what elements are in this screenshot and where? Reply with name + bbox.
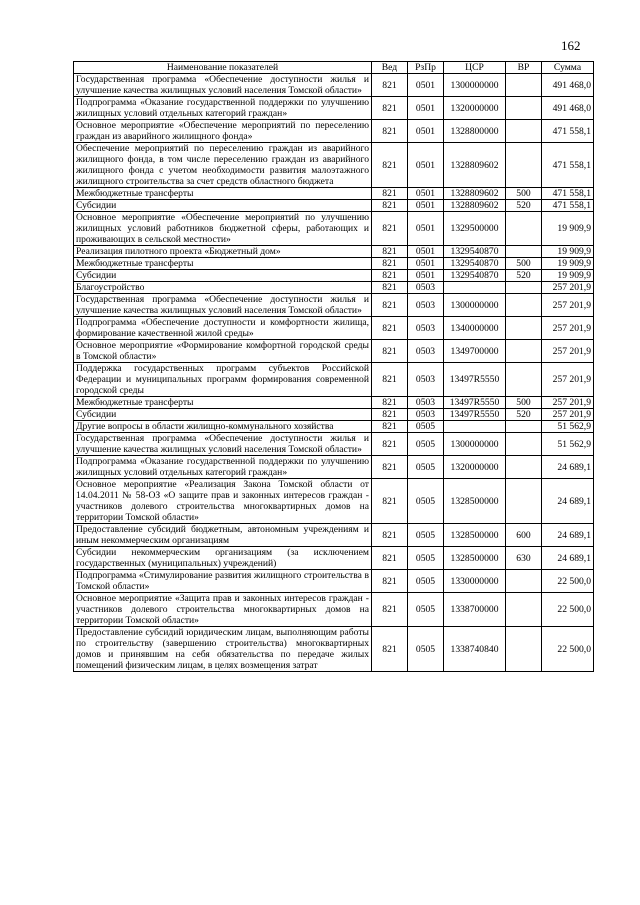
table-header [74,62,594,74]
header-csr: ЦСР [444,62,506,74]
cell-name: Благоустройство [74,282,372,294]
cell-vr [506,74,542,97]
cell-csr [444,282,506,294]
cell-ved: 821 [372,363,408,397]
cell-vr [506,421,542,433]
cell-sum: 24 689,1 [542,479,594,524]
cell-name: Подпрограмма «Обеспечение доступности и комфортности жилища, формирование качественной жилой среды» [74,317,372,340]
cell-sum: 19 909,9 [542,212,594,246]
table-row [74,479,594,524]
cell-vr [506,97,542,120]
cell-vr [506,317,542,340]
cell-vr: 520 [506,270,542,282]
cell-csr: 1338740840 [444,627,506,672]
cell-ved: 821 [372,188,408,200]
cell-vr: 600 [506,524,542,547]
cell-rzpr: 0503 [408,294,444,317]
cell-csr: 1328809602 [444,143,506,188]
cell-name: Обеспечение мероприятий по переселению граждан из аварийного жилищного фонда, в том числе переселению граждан из аварийного жилищного фонда с учетом необходимости развития малоэтажного жилищного строительства за счет средств областного бюджета [74,143,372,188]
cell-name: Основное мероприятие «Реализация Закона Томской области от 14.04.2011 № 58-ОЗ «О защите прав и законных интересов граждан - участников долевого строительства многоквартирных домов на территории Томской области» [74,479,372,524]
cell-rzpr: 0505 [408,456,444,479]
cell-ved: 821 [372,200,408,212]
cell-csr: 1328500000 [444,524,506,547]
cell-csr: 1349700000 [444,340,506,363]
cell-name: Межбюджетные трансферты [74,397,372,409]
cell-csr: 1328809602 [444,200,506,212]
cell-ved: 821 [372,143,408,188]
cell-rzpr: 0503 [408,340,444,363]
table-row [74,294,594,317]
table-row [74,627,594,672]
table-row [74,340,594,363]
cell-ved: 821 [372,570,408,593]
cell-name: Предоставление субсидий юридическим лицам, выполняющим работы по строительству (завершению строительства) многоквартирных домов и принявшим на себя обязательства по передаче жилых помещений физическим лицам, в целях возмещения затрат [74,627,372,672]
cell-csr: 1329540870 [444,270,506,282]
table-row [74,270,594,282]
cell-rzpr: 0505 [408,627,444,672]
cell-csr: 1329540870 [444,258,506,270]
cell-sum: 491 468,0 [542,74,594,97]
cell-csr: 1329500000 [444,212,506,246]
table-row [74,120,594,143]
cell-csr: 13497R5550 [444,397,506,409]
cell-csr: 1300000000 [444,433,506,456]
cell-vr: 500 [506,188,542,200]
cell-sum: 257 201,9 [542,363,594,397]
table-row [74,282,594,294]
cell-ved: 821 [372,421,408,433]
cell-name: Субсидии [74,409,372,421]
cell-sum: 22 500,0 [542,570,594,593]
header-vr: ВР [506,62,542,74]
cell-rzpr: 0505 [408,433,444,456]
cell-sum: 24 689,1 [542,547,594,570]
cell-sum: 471 558,1 [542,120,594,143]
cell-vr [506,433,542,456]
table-row [74,143,594,188]
cell-vr [506,479,542,524]
cell-sum: 257 201,9 [542,317,594,340]
cell-sum: 471 558,1 [542,188,594,200]
cell-csr: 1329540870 [444,246,506,258]
cell-rzpr: 0503 [408,363,444,397]
cell-vr [506,294,542,317]
cell-rzpr: 0505 [408,421,444,433]
cell-sum: 257 201,9 [542,282,594,294]
header-rzpr: РзПр [408,62,444,74]
cell-rzpr: 0503 [408,317,444,340]
cell-sum: 471 558,1 [542,200,594,212]
cell-name: Государственная программа «Обеспечение доступности жилья и улучшение качества жилищных условий населения Томской области» [74,433,372,456]
cell-ved: 821 [372,282,408,294]
cell-ved: 821 [372,524,408,547]
table-row [74,433,594,456]
cell-ved: 821 [372,433,408,456]
cell-sum: 19 909,9 [542,246,594,258]
cell-vr [506,246,542,258]
cell-csr: 1328809602 [444,188,506,200]
cell-vr: 520 [506,200,542,212]
cell-rzpr: 0503 [408,409,444,421]
cell-rzpr: 0501 [408,120,444,143]
cell-vr [506,340,542,363]
cell-ved: 821 [372,456,408,479]
table-row [74,200,594,212]
cell-name: Межбюджетные трансферты [74,258,372,270]
cell-ved: 821 [372,270,408,282]
cell-ved: 821 [372,547,408,570]
cell-ved: 821 [372,409,408,421]
cell-csr: 13497R5550 [444,363,506,397]
cell-ved: 821 [372,294,408,317]
table-row [74,421,594,433]
cell-name: Основное мероприятие «Формирование комфортной городской среды в Томской области» [74,340,372,363]
table-row [74,97,594,120]
cell-ved: 821 [372,627,408,672]
cell-name: Реализация пилотного проекта «Бюджетный дом» [74,246,372,258]
header-ved: Вед [372,62,408,74]
cell-ved: 821 [372,120,408,143]
cell-name: Государственная программа «Обеспечение доступности жилья и улучшение качества жилищных условий населения Томской области» [74,294,372,317]
cell-name: Предоставление субсидий бюджетным, автономным учреждениям и иным некоммерческим организациям [74,524,372,547]
cell-rzpr: 0505 [408,479,444,524]
cell-ved: 821 [372,397,408,409]
cell-ved: 821 [372,246,408,258]
budget-table [73,61,594,672]
cell-ved: 821 [372,593,408,627]
cell-rzpr: 0503 [408,397,444,409]
cell-name: Подпрограмма «Оказание государственной поддержки по улучшению жилищных условий отдельных категорий граждан» [74,97,372,120]
table-row [74,317,594,340]
cell-csr: 1338700000 [444,593,506,627]
cell-rzpr: 0501 [408,212,444,246]
cell-csr: 1330000000 [444,570,506,593]
table-row [74,409,594,421]
cell-rzpr: 0501 [408,200,444,212]
cell-vr: 630 [506,547,542,570]
cell-sum: 24 689,1 [542,524,594,547]
cell-name: Государственная программа «Обеспечение доступности жилья и улучшение качества жилищных условий населения Томской области» [74,74,372,97]
cell-rzpr: 0501 [408,74,444,97]
cell-sum: 257 201,9 [542,409,594,421]
table-row [74,593,594,627]
table-row [74,258,594,270]
cell-name: Поддержка государственных программ субъектов Российской Федерации и муниципальных программ формирования современной городской среды [74,363,372,397]
cell-csr [444,421,506,433]
cell-vr [506,627,542,672]
cell-name: Субсидии [74,270,372,282]
cell-name: Основное мероприятие «Обеспечение мероприятий по переселению граждан из аварийного жилищного фонда» [74,120,372,143]
cell-sum: 22 500,0 [542,627,594,672]
cell-vr [506,282,542,294]
cell-sum: 491 468,0 [542,97,594,120]
table-row [74,363,594,397]
cell-vr [506,212,542,246]
table-row [74,212,594,246]
header-row [74,62,594,74]
table-row [74,547,594,570]
cell-csr: 1340000000 [444,317,506,340]
cell-rzpr: 0505 [408,593,444,627]
cell-rzpr: 0505 [408,547,444,570]
cell-vr: 520 [506,409,542,421]
cell-csr: 1300000000 [444,74,506,97]
table-body [74,74,594,672]
cell-name: Субсидии некоммерческим организациям (за исключением государственных (муниципальных) учреждений) [74,547,372,570]
cell-vr: 500 [506,258,542,270]
cell-ved: 821 [372,340,408,363]
cell-rzpr: 0501 [408,270,444,282]
cell-rzpr: 0501 [408,246,444,258]
cell-name: Субсидии [74,200,372,212]
cell-rzpr: 0503 [408,282,444,294]
cell-name: Другие вопросы в области жилищно-коммунального хозяйства [74,421,372,433]
cell-sum: 24 689,1 [542,456,594,479]
cell-csr: 1328800000 [444,120,506,143]
table-row [74,188,594,200]
cell-vr [506,456,542,479]
cell-sum: 257 201,9 [542,397,594,409]
cell-csr: 1328500000 [444,479,506,524]
cell-name: Основное мероприятие «Защита прав и законных интересов граждан - участников долевого строительства многоквартирных домов на территории Томской области» [74,593,372,627]
cell-csr: 13497R5550 [444,409,506,421]
table-row [74,456,594,479]
cell-ved: 821 [372,97,408,120]
cell-sum: 257 201,9 [542,294,594,317]
cell-name: Межбюджетные трансферты [74,188,372,200]
cell-name: Подпрограмма «Стимулирование развития жилищного строительства в Томской области» [74,570,372,593]
header-sum: Сумма [542,62,594,74]
cell-sum: 51 562,9 [542,421,594,433]
cell-vr [506,143,542,188]
cell-sum: 471 558,1 [542,143,594,188]
cell-rzpr: 0501 [408,143,444,188]
cell-sum: 19 909,9 [542,258,594,270]
cell-rzpr: 0501 [408,188,444,200]
cell-vr [506,120,542,143]
cell-name: Подпрограмма «Оказание государственной поддержки по улучшению жилищных условий отдельных категорий граждан» [74,456,372,479]
cell-ved: 821 [372,212,408,246]
cell-sum: 22 500,0 [542,593,594,627]
cell-sum: 19 909,9 [542,270,594,282]
cell-rzpr: 0501 [408,97,444,120]
cell-vr [506,570,542,593]
header-name: Наименование показателей [74,62,372,74]
cell-ved: 821 [372,479,408,524]
cell-name: Основное мероприятие «Обеспечение мероприятий по улучшению жилищных условий работников бюджетной сферы, работающих и проживающих в сельской местности» [74,212,372,246]
cell-vr [506,593,542,627]
cell-ved: 821 [372,317,408,340]
table-row [74,570,594,593]
cell-csr: 1328500000 [444,547,506,570]
cell-csr: 1300000000 [444,294,506,317]
cell-sum: 257 201,9 [542,340,594,363]
cell-csr: 1320000000 [444,456,506,479]
table-row [74,74,594,97]
cell-vr [506,363,542,397]
cell-ved: 821 [372,258,408,270]
table-row [74,524,594,547]
table-row [74,397,594,409]
page-number: 162 [561,38,581,53]
table-row [74,246,594,258]
cell-rzpr: 0505 [408,524,444,547]
cell-ved: 821 [372,74,408,97]
cell-rzpr: 0501 [408,258,444,270]
cell-vr: 500 [506,397,542,409]
cell-csr: 1320000000 [444,97,506,120]
cell-sum: 51 562,9 [542,433,594,456]
cell-rzpr: 0505 [408,570,444,593]
